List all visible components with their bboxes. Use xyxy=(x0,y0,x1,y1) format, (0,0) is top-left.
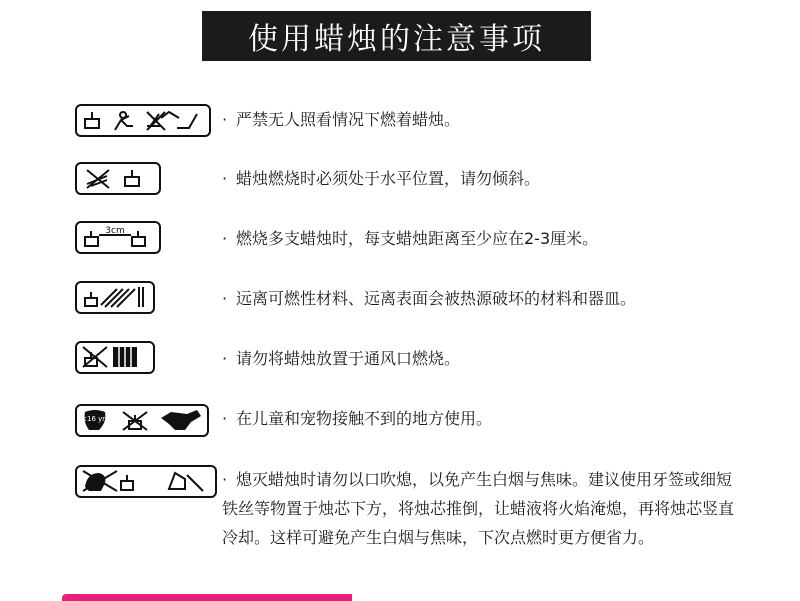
keep-away-flammables-icon xyxy=(75,281,155,314)
list-item-text: · 熄灭蜡烛时请勿以口吹熄，以免产生白烟与焦味。建议使用牙签或细短铁丝等物置于烛芯下方，将烛芯推倒，让蜡液将火焰淹熄，再将烛芯竖直冷却。这样可避免产生白烟与焦味，下次点燃时更方便省力。 xyxy=(222,470,735,547)
no-blowing-out-icon xyxy=(75,465,217,498)
no-unattended-candle-icon xyxy=(75,104,211,137)
list-item-text: · 请勿将蜡烛放置于通风口燃烧。 xyxy=(222,349,461,368)
page-title: 使用蜡烛的注意事项 xyxy=(202,11,591,61)
age-label: <16 yrs xyxy=(81,415,109,423)
list-item-text: · 蜡烛燃烧时必须处于水平位置，请勿倾斜。 xyxy=(222,169,541,188)
list-item-text: · 燃烧多支蜡烛时，每支蜡烛距离至少应在2-3厘米。 xyxy=(222,229,599,248)
list-item-text: · 严禁无人照看情况下燃着蜡烛。 xyxy=(222,110,461,129)
level-surface-icon xyxy=(75,162,161,195)
spacing-label: 3cm xyxy=(105,226,125,236)
list-item-text: · 远离可燃性材料、远离表面会被热源破坏的材料和器皿。 xyxy=(222,289,637,308)
accent-bar xyxy=(62,594,352,601)
no-draft-icon xyxy=(75,341,155,374)
list-item-text: · 在儿童和宠物接触不到的地方使用。 xyxy=(222,409,493,428)
keep-away-children-pets-icon xyxy=(75,404,209,437)
candle-spacing-icon xyxy=(75,221,161,254)
